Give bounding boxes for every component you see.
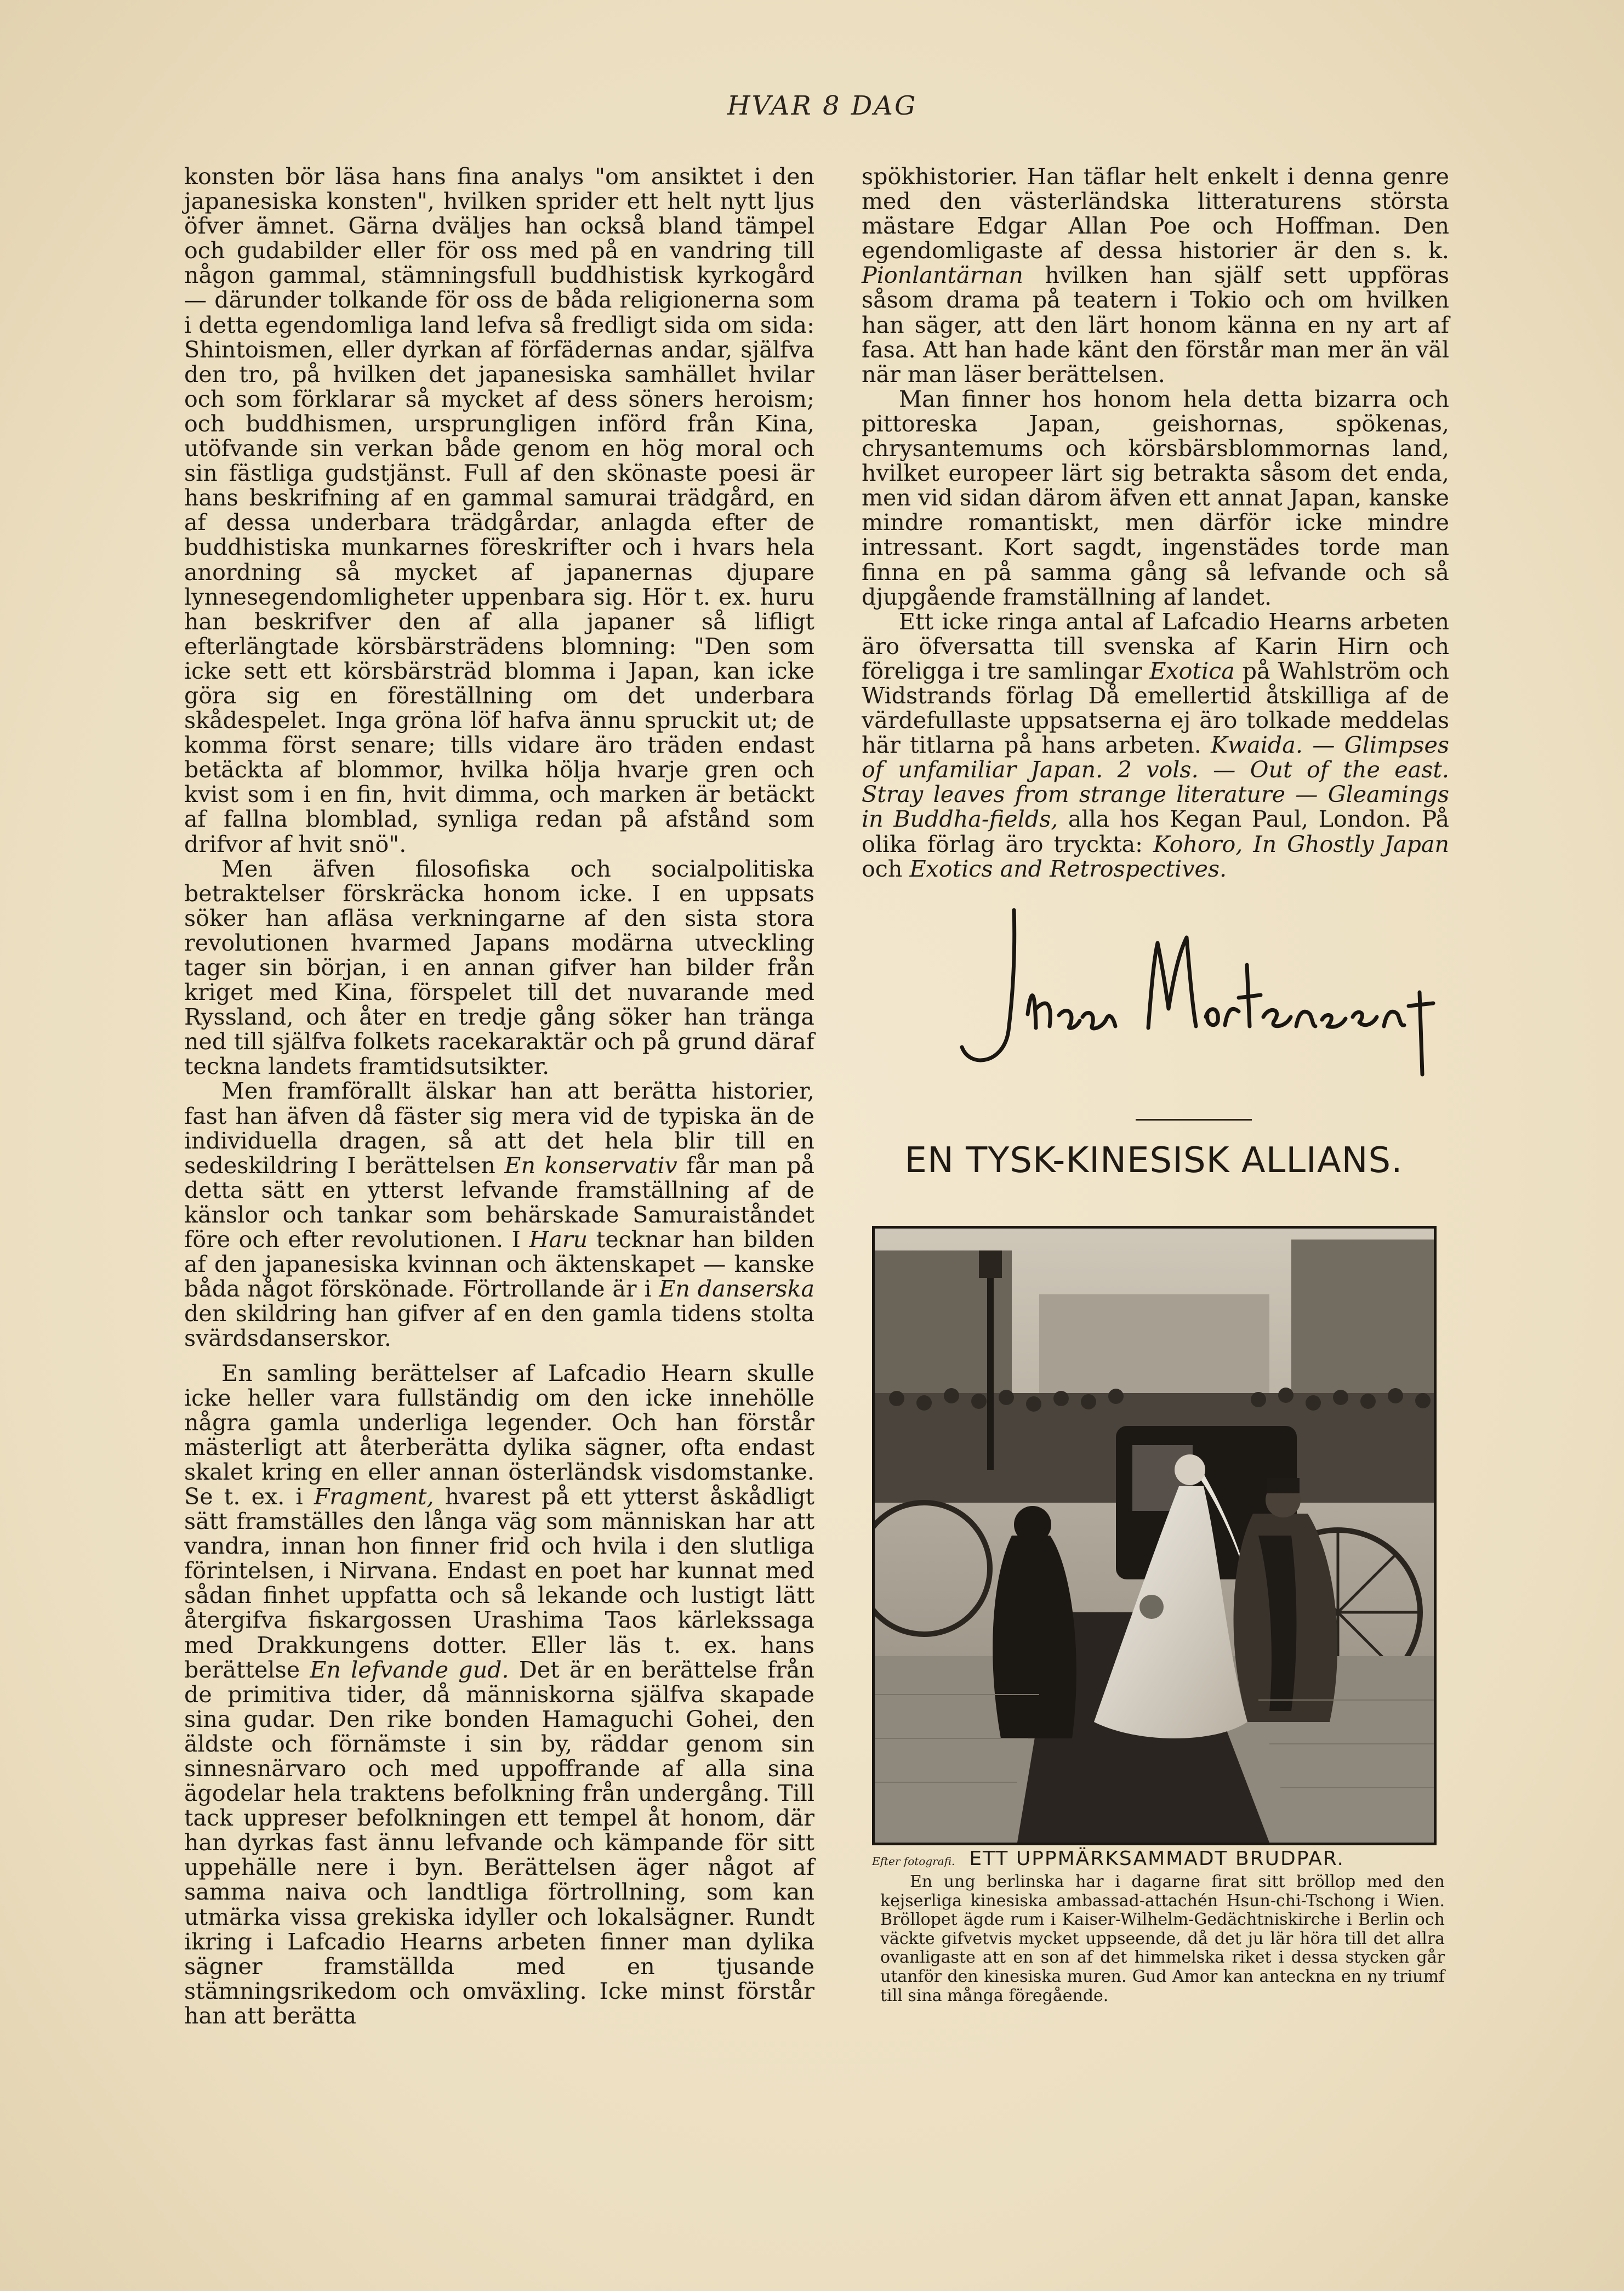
left-column — [184, 164, 814, 2028]
right-paragraph-2: Man finner hos honom hela detta bizarra och pittoreska Japan, geishornas, spökenas, chrysantemums och körsbärsblommornas land, hvilket europeer lärt sig betrakta såsom det enda, men vid sidan därom äfven ett annat Japan, kanske mindre romantiskt, men därför icke mindre intressant. Kort sagdt, ingenstädes torde man finna en på samma gång så lefvande och så djupgående framställning af landet. — [862, 385, 1450, 610]
running-head: HVAR 8 DAG — [727, 90, 918, 121]
right-paragraph-3: Ett icke ringa antal af Lafcadio Hearns arbeten äro öfversatta till svenska af Karin Hirn och föreligga i tre samlingar Exotica på Wahlström och Widstrands förlag Då emellertid åtskilliga af de värdefullaste uppsatserna ej äro tolkade meddelas här titlarna på hans arbeten. Kwaida. — Glimpses of unfamiliar Japan. 2 vols. — Out of the east. Stray leaves from strange literature — Gleamings in Buddha-fields, alla hos Kegan Paul, London. På olika förlag äro tryckta: Kohoro, In Ghostly Japan och Exotics and Retrospectives. — [862, 608, 1450, 882]
article-headline: EN TYSK-KINESISK ALLIANS. — [904, 1140, 1403, 1181]
wedding-photograph — [872, 1226, 1437, 1845]
signature-text: Johan Mortensen — [1192, 1077, 1198, 1078]
divider-rule — [1136, 1119, 1252, 1121]
photo-caption-title — [872, 1847, 1437, 1870]
photo-credit: Efter fotografi. — [872, 1855, 955, 1868]
left-paragraph-3: Men framförallt älskar han att berätta historier, fast han äfven då fäster sig mera vid de typiska än de individuella dragen, så att det hela blir till en sedeskildring I berättelsen En konservativ får man på detta sätt en ytterst lefvande framställning af de känslor och tankar som behärskade Samuraiståndet före och efter revolutionen. I Haru tecknar han bilden af den japanesiska kvinnan och äktenskapet — kanske båda något förskönade. Förtrollande är i En danserska den skildring han gifver af en den gamla tidens stolta svärdsdanserskor. — [184, 1078, 815, 1352]
right-column — [862, 164, 1449, 882]
left-paragraph-2: Men äfven filosofiska och socialpolitiska betraktelser förskräcka honom icke. I en uppsats söker han afläsa verkningarne af den sista stora revolutionen hvarmed Japans modärna utveckling tager sin början, i en annan gifver han bilder från kriget med Kina, förspelet till det nuvarande med Ryssland, och åter en tredje gång söker han tränga ned till själfva folkets racekaraktär och på grund däraf teckna landets framtidsutsikter. — [184, 855, 814, 1080]
right-paragraph-1: spökhistorier. Han täflar helt enkelt i denna genre med den västerländska litteraturens största mästare Edgar Allan Poe och Hoffman. Den egendomligaste af dessa historier är den s. k. Pionlantärnan hvilken han själf sett uppföras såsom drama på teatern i Tokio och om hvilken han säger, att den lärt honom känna en ny art af fasa. Att han hade känt den förstår man mer än väl när man läser berättelsen. — [862, 163, 1449, 388]
left-paragraph-1: konsten bör läsa hans fina analys "om ansiktet i den japanesiska konsten", hvilken sprider ett helt nytt ljus öfver ämnet. Gärna dväljes han också bland tämpel och gudabilder eller för oss med på en vandring till någon gammal, stämningsfull buddhistisk kyrkogård — därunder tolkande för oss de båda religionerna som i detta egendomliga land lefva så fredligt sida om sida: Shintoismen, eller dyrkan af förfädernas andar, själfva den tro, på hvilken det japanesiska samhället hvilar och som förklarar så mycket af dess söners heroism; och buddhismen, ursprungligen införd från Kina, utöfvande sin verkan både genom en hög moral och sin fästliga gudstjänst. Full af den skönaste poesi är hans beskrifning af en gammal samurai trädgård, en af dessa underbara trädgårdar, anlagda efter de buddhistiska munkarnes föreskrifter och i hvars hela anordning så mycket af japanernas djupare lynnesegendomligheter uppenbara sig. Hör t. ex. huru han beskrifver den af alla japaner så lifligt efterlängtade körsbärsträdens blomning: "Den som icke sett ett körsbärsträd blomma i Japan, kan icke göra sig en föreställning om det underbara skådespelet. Inga gröna löf hafva ännu spruckit ut; de komma först senare; tills vidare äro träden endast betäckta af blommor, hvilka hölja hvarje gren och kvist som i en fin, hvit dimma, och marken är betäckt af fallna blomblad, synliga redan på afstånd som drifvor af hvit snö". — [184, 163, 814, 857]
left-paragraph-4: En samling berättelser af Lafcadio Hearn skulle icke heller vara fullständig om den icke innehölle några gamla underliga legender. Och han förstår mästerligt att återberätta dylika sägner, ofta endast skalet kring en eller annan österländsk visdomstanke. Se t. ex. i Fragment, hvarest på ett ytterst åskådligt sätt framställes den långa väg som människan har att vandra, innan hon finner frid och hvila i den slutliga förintelsen, i Nirvana. Endast en poet har kunnat med sådan finhet uppfatta och så lekande och lustigt lätt återgifva fiskargossen Urashima Taos kärlekssaga med Drakkungens dotter. Eller läs t. ex. hans berättelse En lefvande gud. Det är en berättelse från de primitiva tider, då människorna själfva skapade sina gudar. Den rike bonden Hamaguchi Gohei, den äldste och förnämste i sin by, räddar genom sin sinnesnärvaro och med uppoffrande af alla sina ägodelar hela traktens befolkning från undergång. Till tack uppreser befolkningen ett tempel åt honom, där han dyrkas fast ännu lefvande och kämpande för sitt uppehälle nere i byn. Berättelsen äger något af samma naiva och landtliga förtrollning, som kan utmärka vissa grekiska idyller och lokalsägner. Rundt ikring i Lafcadio Hearns arbeten finner man dylika sägner framställda med en tjusande stämningsrikedom och omväxling. Icke minst förstår han att berätta — [184, 1360, 814, 2029]
caption-heading: ETT UPPMÄRKSAMMADT BRUDPAR. — [969, 1847, 1344, 1870]
author-signature — [932, 899, 1458, 1080]
photo-caption-body: En ung berlinska har i dagarne firat sitt bröllop med den kejserliga kinesiska ambassad-attachén Hsun-chi-Tschong i Wien. Bröllopet ägde rum i Kaiser-Wilhelm-Gedächtniskirche i Berlin och väckte gifvetvis mycket uppseende, då det ju lär höra till det allra ovanligaste att en son af det himmelska riket i dessa stycken går utanför den kinesiska muren. Gud Amor kan anteckna en ny triumf till sina många föregående. — [880, 1872, 1445, 2005]
